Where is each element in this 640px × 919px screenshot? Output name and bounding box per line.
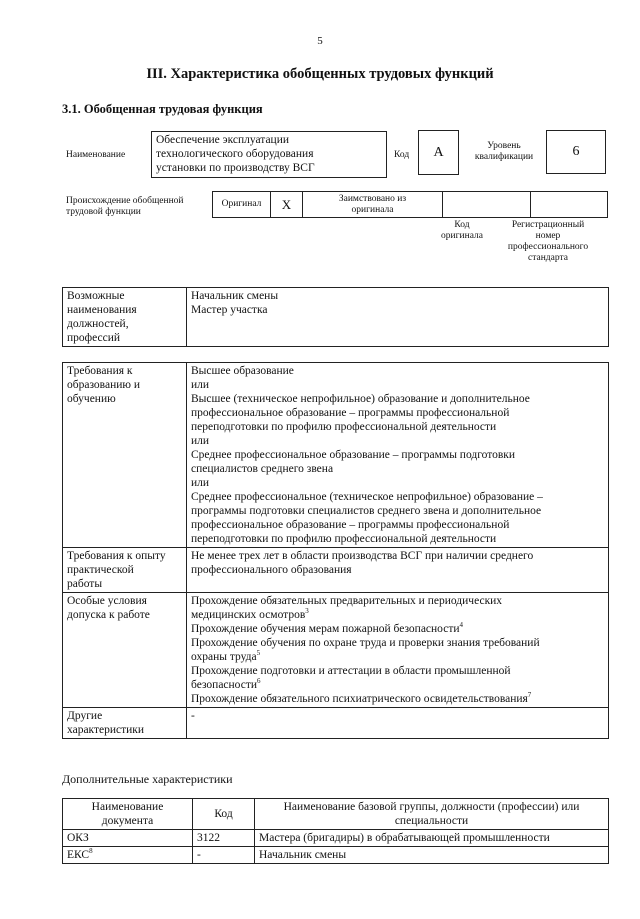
- education-requirements: [187, 363, 609, 548]
- admission-line: [191, 650, 604, 664]
- education-line: или: [191, 379, 210, 391]
- code-value: А: [418, 130, 459, 175]
- function-name-line: Обеспечение эксплуатации: [156, 134, 290, 146]
- label-line: работы: [67, 578, 103, 590]
- original-mark: Х: [271, 192, 303, 217]
- table-header-row: [63, 799, 609, 830]
- education-line: профессиональное образование – программы профессиональной: [191, 407, 510, 419]
- borrowed-label: [303, 192, 443, 217]
- subsection-title: 3.1. Обобщенная трудовая функция: [62, 102, 263, 116]
- level-label: [466, 141, 542, 163]
- footnote-ref: 8: [89, 847, 93, 856]
- section-title: III. Характеристика обобщенных трудовых функций: [146, 66, 494, 82]
- origin-label-line: Происхождение обобщенной: [66, 196, 184, 206]
- reg-caption-line: стандарта: [528, 253, 568, 263]
- level-label-line: квалификации: [474, 152, 534, 162]
- education-line: профессиональное образование – программы профессиональной: [191, 519, 510, 531]
- reg-caption-line: номер: [535, 231, 561, 241]
- label-line: допуска к работе: [67, 609, 150, 621]
- admission-line: [191, 608, 604, 622]
- origin-reg-cell: [531, 192, 607, 217]
- function-name-line: технологического оборудования: [156, 148, 314, 160]
- header-line: документа: [101, 815, 154, 827]
- label-line: Требования к: [67, 365, 133, 377]
- education-line: Среднее профессиональное (техническое непрофильное) образование –: [191, 491, 543, 503]
- education-line: Среднее профессиональное образование – программы подготовки: [191, 449, 516, 461]
- admission-label: [63, 593, 187, 708]
- header-document: [63, 799, 193, 830]
- table-row: [63, 548, 609, 593]
- additional-title: Дополнительные характеристики: [62, 772, 233, 786]
- label-line: наименования: [67, 304, 137, 316]
- positions-table: [62, 287, 609, 347]
- table-row: [63, 593, 609, 708]
- origin-code-caption-line: Код: [454, 220, 470, 230]
- reg-number-caption: [496, 220, 600, 264]
- education-line: программы подготовки специалистов среднего звена и дополнительное: [191, 505, 542, 517]
- label-line: образованию и: [67, 379, 140, 391]
- admission-line: Прохождение обучения по охране труда и проверки знания требований: [191, 637, 540, 649]
- header-name: [255, 799, 609, 830]
- additional-table: [62, 798, 609, 864]
- document-cell: [63, 847, 193, 864]
- code-cell: -: [193, 847, 255, 864]
- position-item: Начальник смены: [191, 290, 279, 302]
- label-line: характеристики: [67, 724, 145, 736]
- page-number: 5: [317, 35, 323, 47]
- footnote-ref: 7: [527, 691, 532, 700]
- origin-row: [212, 191, 608, 218]
- experience-line: Не менее трех лет в области производства ВСГ при наличии среднего: [191, 550, 534, 562]
- requirements-table: [62, 362, 609, 739]
- education-line: переподготовки по профилю профессиональной деятельности: [191, 421, 497, 433]
- level-label-line: Уровень: [487, 141, 521, 151]
- table-row: [63, 288, 609, 347]
- admission-text: охраны труда: [191, 651, 257, 663]
- education-line: или: [191, 435, 210, 447]
- experience-line: профессионального образования: [191, 564, 352, 576]
- origin-label-line: трудовой функции: [66, 207, 141, 217]
- experience-requirements: [187, 548, 609, 593]
- admission-line: Прохождение обязательных предварительных и периодических: [191, 595, 503, 607]
- name-label: Наименование: [66, 150, 126, 160]
- position-item: Мастер участка: [191, 304, 268, 316]
- footnote-ref: 4: [459, 621, 464, 630]
- header-code: Код: [193, 799, 255, 830]
- label-line: Требования к опыту: [67, 550, 166, 562]
- admission-conditions: [187, 593, 609, 708]
- admission-text: медицинских осмотров: [191, 609, 306, 621]
- label-line: должностей,: [67, 318, 129, 330]
- education-line: специалистов среднего звена: [191, 463, 334, 475]
- other-value: -: [187, 708, 609, 739]
- function-name-box: [151, 131, 387, 178]
- name-cell: Мастера (бригадиры) в обрабатывающей промышленности: [255, 830, 609, 847]
- footnote-ref: 6: [257, 677, 261, 686]
- name-cell: Начальник смены: [255, 847, 609, 864]
- footnote-ref: 3: [305, 607, 309, 616]
- education-line: Высшее образование: [191, 365, 294, 377]
- positions-label: [63, 288, 187, 347]
- admission-line: Прохождение подготовки и аттестации в области промышленной: [191, 665, 511, 677]
- label-line: обучению: [67, 393, 116, 405]
- education-label: [63, 363, 187, 548]
- reg-caption-line: Регистрационный: [511, 220, 585, 230]
- document-cell: [63, 830, 193, 847]
- borrowed-label-line: Заимствовано из: [338, 193, 407, 204]
- label-line: профессий: [67, 332, 121, 344]
- admission-text: Прохождение обязательного психиатрического освидетельствования: [191, 693, 528, 705]
- original-label: Оригинал: [213, 192, 271, 217]
- code-label: Код: [394, 150, 410, 160]
- origin-code-caption-line: оригинала: [441, 231, 483, 241]
- level-value: 6: [546, 130, 606, 174]
- label-line: практической: [67, 564, 134, 576]
- borrowed-label-line: оригинала: [351, 204, 394, 215]
- footnote-ref: 5: [256, 649, 261, 658]
- experience-label: [63, 548, 187, 593]
- header-line: Наименование: [91, 801, 164, 813]
- function-name-line: установки по производству ВСГ: [156, 162, 315, 174]
- document-text: ОКЗ: [67, 832, 89, 844]
- admission-line: [191, 692, 604, 706]
- admission-text: Прохождение обучения мерам пожарной безопасности: [191, 623, 460, 635]
- other-label: [63, 708, 187, 739]
- table-row: [63, 363, 609, 548]
- code-cell: 3122: [193, 830, 255, 847]
- header-line: Наименование базовой группы, должности (профессии) или: [283, 801, 580, 813]
- label-line: Другие: [67, 710, 103, 722]
- reg-caption-line: профессионального: [507, 242, 589, 252]
- label-line: Возможные: [67, 290, 125, 302]
- header-line: специальности: [394, 815, 469, 827]
- document-text: ЕКС: [67, 849, 90, 861]
- table-row: [63, 847, 609, 864]
- admission-text: безопасности: [191, 679, 258, 691]
- origin-label: [66, 196, 184, 218]
- origin-code-cell: [443, 192, 531, 217]
- admission-line: [191, 622, 604, 636]
- education-line: переподготовки по профилю профессиональной деятельности: [191, 533, 497, 545]
- table-row: [63, 708, 609, 739]
- education-line: или: [191, 477, 210, 489]
- positions-values: [187, 288, 609, 347]
- origin-code-caption: [432, 220, 492, 242]
- admission-line: [191, 678, 604, 692]
- education-line: Высшее (техническое непрофильное) образование и дополнительное: [191, 393, 530, 405]
- label-line: Особые условия: [67, 595, 147, 607]
- table-row: [63, 830, 609, 847]
